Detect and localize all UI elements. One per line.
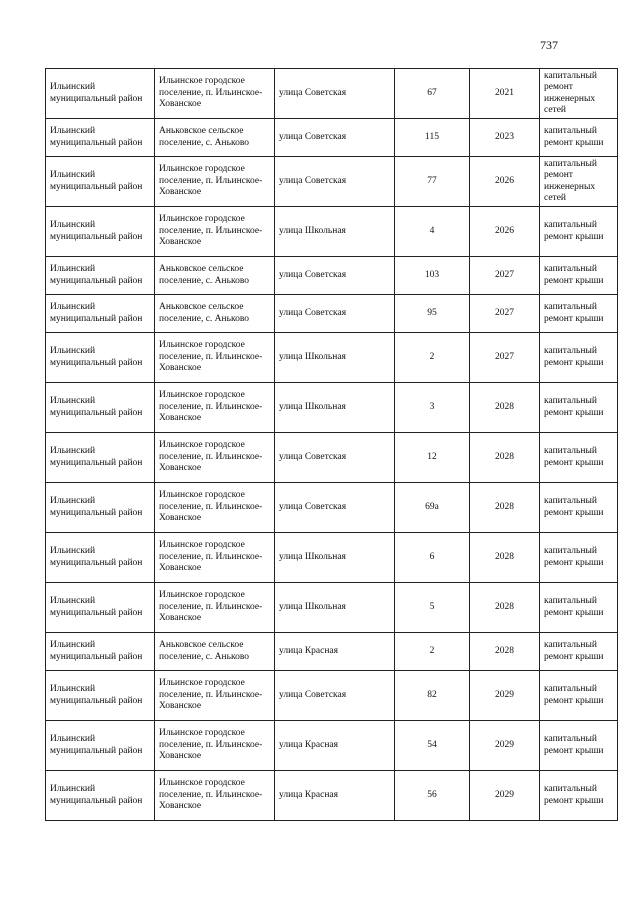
work-type-cell: капитальный ремонт крыши xyxy=(540,119,618,157)
table-row xyxy=(46,383,618,433)
street-cell: улица Советская xyxy=(275,257,395,295)
settlement-cell: Ильинское городское поселение, п. Ильинское-Хованское xyxy=(155,69,275,119)
work-type-cell: капитальный ремонт крыши xyxy=(540,295,618,333)
house-number-cell: 5 xyxy=(395,583,470,633)
street-cell: улица Советская xyxy=(275,295,395,333)
work-type-cell: капитальный ремонт крыши xyxy=(540,671,618,721)
settlement-cell: Ильинское городское поселение, п. Ильинское-Хованское xyxy=(155,583,275,633)
table-row xyxy=(46,721,618,771)
year-cell: 2028 xyxy=(470,633,540,671)
work-type-cell: капитальный ремонт крыши xyxy=(540,533,618,583)
street-cell: улица Советская xyxy=(275,433,395,483)
house-number-cell: 12 xyxy=(395,433,470,483)
settlement-cell: Ильинское городское поселение, п. Ильинское-Хованское xyxy=(155,433,275,483)
table-row xyxy=(46,533,618,583)
district-cell: Ильинский муниципальный район xyxy=(46,721,155,771)
table-row xyxy=(46,157,618,207)
table-row xyxy=(46,119,618,157)
house-number-cell: 54 xyxy=(395,721,470,771)
house-number-cell: 69а xyxy=(395,483,470,533)
street-cell: улица Красная xyxy=(275,633,395,671)
table-row xyxy=(46,257,618,295)
year-cell: 2028 xyxy=(470,483,540,533)
table-row xyxy=(46,433,618,483)
settlement-cell: Ильинское городское поселение, п. Ильинское-Хованское xyxy=(155,207,275,257)
settlement-cell: Аньковское сельское поселение, с. Аньково xyxy=(155,295,275,333)
district-cell: Ильинский муниципальный район xyxy=(46,633,155,671)
work-type-cell: капитальный ремонт крыши xyxy=(540,433,618,483)
district-cell: Ильинский муниципальный район xyxy=(46,257,155,295)
district-cell: Ильинский муниципальный район xyxy=(46,583,155,633)
house-number-cell: 56 xyxy=(395,771,470,821)
table-row xyxy=(46,633,618,671)
district-cell: Ильинский муниципальный район xyxy=(46,433,155,483)
table-row xyxy=(46,295,618,333)
street-cell: улица Школьная xyxy=(275,333,395,383)
district-cell: Ильинский муниципальный район xyxy=(46,69,155,119)
street-cell: улица Красная xyxy=(275,771,395,821)
settlement-cell: Аньковское сельское поселение, с. Аньково xyxy=(155,119,275,157)
repair-schedule-table xyxy=(45,68,618,821)
settlement-cell: Аньковское сельское поселение, с. Аньково xyxy=(155,633,275,671)
street-cell: улица Советская xyxy=(275,157,395,207)
street-cell: улица Советская xyxy=(275,483,395,533)
year-cell: 2028 xyxy=(470,583,540,633)
settlement-cell: Ильинское городское поселение, п. Ильинское-Хованское xyxy=(155,671,275,721)
work-type-cell: капитальный ремонт крыши xyxy=(540,333,618,383)
work-type-cell: капитальный ремонт крыши xyxy=(540,721,618,771)
street-cell: улица Советская xyxy=(275,671,395,721)
year-cell: 2029 xyxy=(470,771,540,821)
table-row xyxy=(46,483,618,533)
table-row xyxy=(46,771,618,821)
year-cell: 2028 xyxy=(470,383,540,433)
page-number: 737 xyxy=(540,38,558,52)
house-number-cell: 67 xyxy=(395,69,470,119)
work-type-cell: капитальный ремонт крыши xyxy=(540,207,618,257)
settlement-cell: Ильинское городское поселение, п. Ильинское-Хованское xyxy=(155,533,275,583)
house-number-cell: 3 xyxy=(395,383,470,433)
district-cell: Ильинский муниципальный район xyxy=(46,157,155,207)
street-cell: улица Школьная xyxy=(275,583,395,633)
district-cell: Ильинский муниципальный район xyxy=(46,119,155,157)
district-cell: Ильинский муниципальный район xyxy=(46,533,155,583)
settlement-cell: Ильинское городское поселение, п. Ильинское-Хованское xyxy=(155,721,275,771)
year-cell: 2026 xyxy=(470,157,540,207)
settlement-cell: Ильинское городское поселение, п. Ильинское-Хованское xyxy=(155,333,275,383)
year-cell: 2028 xyxy=(470,433,540,483)
house-number-cell: 6 xyxy=(395,533,470,583)
street-cell: улица Советская xyxy=(275,69,395,119)
district-cell: Ильинский муниципальный район xyxy=(46,771,155,821)
work-type-cell: капитальный ремонт крыши xyxy=(540,771,618,821)
street-cell: улица Красная xyxy=(275,721,395,771)
settlement-cell: Ильинское городское поселение, п. Ильинское-Хованское xyxy=(155,483,275,533)
year-cell: 2029 xyxy=(470,671,540,721)
settlement-cell: Ильинское городское поселение, п. Ильинское-Хованское xyxy=(155,771,275,821)
year-cell: 2028 xyxy=(470,533,540,583)
work-type-cell: капитальный ремонт инженерных сетей xyxy=(540,69,618,119)
house-number-cell: 4 xyxy=(395,207,470,257)
street-cell: улица Школьная xyxy=(275,533,395,583)
year-cell: 2029 xyxy=(470,721,540,771)
house-number-cell: 77 xyxy=(395,157,470,207)
district-cell: Ильинский муниципальный район xyxy=(46,207,155,257)
work-type-cell: капитальный ремонт инженерных сетей xyxy=(540,157,618,207)
house-number-cell: 115 xyxy=(395,119,470,157)
year-cell: 2026 xyxy=(470,207,540,257)
street-cell: улица Школьная xyxy=(275,383,395,433)
year-cell: 2027 xyxy=(470,333,540,383)
year-cell: 2027 xyxy=(470,295,540,333)
house-number-cell: 2 xyxy=(395,633,470,671)
street-cell: улица Школьная xyxy=(275,207,395,257)
work-type-cell: капитальный ремонт крыши xyxy=(540,257,618,295)
house-number-cell: 103 xyxy=(395,257,470,295)
settlement-cell: Аньковское сельское поселение, с. Аньково xyxy=(155,257,275,295)
year-cell: 2027 xyxy=(470,257,540,295)
table-row xyxy=(46,671,618,721)
house-number-cell: 82 xyxy=(395,671,470,721)
table-body xyxy=(46,69,618,821)
street-cell: улица Советская xyxy=(275,119,395,157)
year-cell: 2021 xyxy=(470,69,540,119)
table-row xyxy=(46,333,618,383)
year-cell: 2023 xyxy=(470,119,540,157)
house-number-cell: 2 xyxy=(395,333,470,383)
district-cell: Ильинский муниципальный район xyxy=(46,333,155,383)
work-type-cell: капитальный ремонт крыши xyxy=(540,383,618,433)
district-cell: Ильинский муниципальный район xyxy=(46,383,155,433)
table-row xyxy=(46,69,618,119)
work-type-cell: капитальный ремонт крыши xyxy=(540,583,618,633)
settlement-cell: Ильинское городское поселение, п. Ильинское-Хованское xyxy=(155,157,275,207)
district-cell: Ильинский муниципальный район xyxy=(46,483,155,533)
table-row xyxy=(46,207,618,257)
settlement-cell: Ильинское городское поселение, п. Ильинское-Хованское xyxy=(155,383,275,433)
table-row xyxy=(46,583,618,633)
work-type-cell: капитальный ремонт крыши xyxy=(540,633,618,671)
district-cell: Ильинский муниципальный район xyxy=(46,671,155,721)
work-type-cell: капитальный ремонт крыши xyxy=(540,483,618,533)
district-cell: Ильинский муниципальный район xyxy=(46,295,155,333)
house-number-cell: 95 xyxy=(395,295,470,333)
